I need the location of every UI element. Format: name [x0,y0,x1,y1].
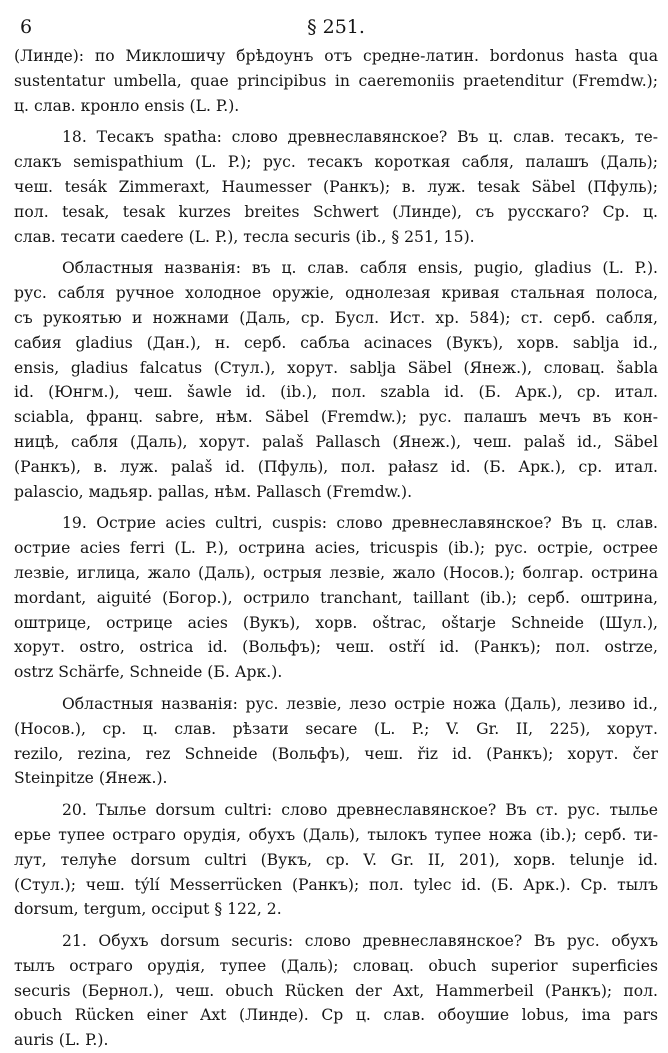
text-line: Областныя названія: рус. лезвіе, лезо остріе ножа (Даль), лезиво id., [62,694,658,713]
page-header [14,14,658,44]
text-line: острие acies ferri (L. P.), острина acies, tricuspis (ib.); рус. остріе, острее [14,539,658,558]
paragraph [14,44,658,118]
text-line: съ рукоятью и ножнами (Даль, ср. Бусл. Ист. хр. 584); ст. серб. сабля, [14,308,658,327]
document-body [14,44,658,1053]
text-line: (Стул.); чеш. týlí Messerrücken (Ранкъ); пол. tylec id. (Б. Арк.). Ср. тылъ [14,875,658,894]
text-line: dorsum, tergum, occiput § 122, 2. [14,900,282,919]
text-line: securis (Бернол.), чеш. obuch Rücken der Axt, Hammerbeil (Ранкъ); пол. [14,981,658,1000]
text-line: (Линде): по Миклошичу брѣдоунъ отъ средне-латин. bordonus hasta qua [14,47,658,65]
text-line: sciabla, франц. sabre, нѣм. Säbel (Fremdw.); рус. палашъ мечъ въ кон- [14,408,658,427]
text-line: лезвіе, иглица, жало (Даль), острыя лезвіе, жало (Носов.); болгар. острина [14,563,658,582]
text-line: 21. Обухъ dorsum securis: слово древнеславянское? Въ рус. обухъ [62,932,658,951]
text-line: чеш. tesák Zimmeraxt, Haumesser (Ранкъ); в. луж. tesak Säbel (Пфуль); [14,177,658,196]
text-line: Областныя названія: въ ц. слав. сабля ensis, pugio, gladius (L. P.). [62,259,658,278]
text-line: id. (Юнгм.), чеш. šawle id. (ib.), пол. szabla id. (Б. Арк.), ср. итал. [14,383,658,402]
paragraph [14,798,658,922]
text-line: рус. сабля ручное холодное оружіе, однолезая кривая стальная полоса, [14,284,658,303]
text-line: (Ранкъ), в. луж. palaš id. (Пфуль), пол. pałasz id. (Б. Арк.), ср. итал. [14,457,658,476]
paragraph [14,125,658,249]
paragraph [14,511,658,685]
text-line: сабия gladius (Дан.), н. серб. сабља acinaces (Вукъ), хорв. sablja id., [14,333,658,352]
paragraph [14,929,658,1053]
text-line: хорут. ostro, ostrica id. (Вольфъ); чеш. ostří id. (Ранкъ); пол. ostrze, [14,638,658,657]
text-line: 20. Тылье dorsum cultri: слово древнеславянское? Въ ст. рус. тылье [62,801,658,820]
text-line: ensis, gladius falcatus (Стул.), хорут. sablja Säbel (Янеж.), словац. šabla [14,358,658,377]
text-line: ницѣ, сабля (Даль), хорут. palaš Pallasch (Янеж.), чеш. palaš id., Säbel [14,432,658,451]
text-line: тылъ остраго орудія, тупее (Даль); словац. obuch superior superficies [14,956,658,975]
text-line: (Носов.), ср. ц. слав. рѣзати secare (L. P.; V. Gr. II, 225), хорут. [14,719,658,738]
section-heading: § 251. [307,16,365,38]
text-line: mordant, aiguité (Богор.), острило tranchant, taillant (ib.); серб. оштрина, [14,588,658,607]
text-line: лут, телуће dorsum cultri (Вукъ, ср. V. Gr. II, 201), хорв. telunje id. [14,850,658,869]
page-number: 6 [20,16,33,38]
text-line: ц. слав. кронло ensis (L. P.). [14,96,240,115]
text-line: 18. Тесакъ spatha: слово древнеславянское? Въ ц. слав. тесакъ, те- [62,128,658,147]
text-line: слакъ semispathium (L. P.); рус. тесакъ короткая сабля, палашъ (Даль); [14,153,658,172]
text-line: Steinpitze (Янеж.). [14,769,168,788]
paragraph [14,692,658,791]
text-line: ostrz Schärfe, Schneide (Б. Арк.). [14,663,283,682]
text-line: ерье тупее остраго орудія, обухъ (Даль), тылокъ тупее ножа (ib.); серб. ти- [14,825,658,844]
text-line: sustentatur umbella, quae principibus in caeremoniis praetenditur (Fremdw.); [14,71,658,90]
text-line: оштрице, острице acies (Вукъ), хорв. oštrac, oštarje Schneide (Шул.), [14,613,658,632]
paragraph [14,256,658,504]
text-line: obuch Rücken einer Axt (Линде). Ср ц. слав. обоушие lobus, ima pars [14,1006,658,1025]
text-line: 19. Острие acies cultri, cuspis: слово древнеславянское? Въ ц. слав. [62,514,658,533]
text-line: пол. tesak, tesak kurzes breites Schwert (Линде), съ русскаго? Ср. ц. [14,202,658,221]
text-line: palascio, мадьяр. pallas, нѣм. Pallasch (Fremdw.). [14,482,413,501]
text-line: rezilo, rezina, rez Schneide (Вольфъ), чеш. řiz id. (Ранкъ); хорут. čer [14,744,658,763]
text-line: auris (L. P.). [14,1031,109,1050]
text-line: слав. тесати caedere (L. P.), тесла securis (ib., § 251, 15). [14,227,475,246]
